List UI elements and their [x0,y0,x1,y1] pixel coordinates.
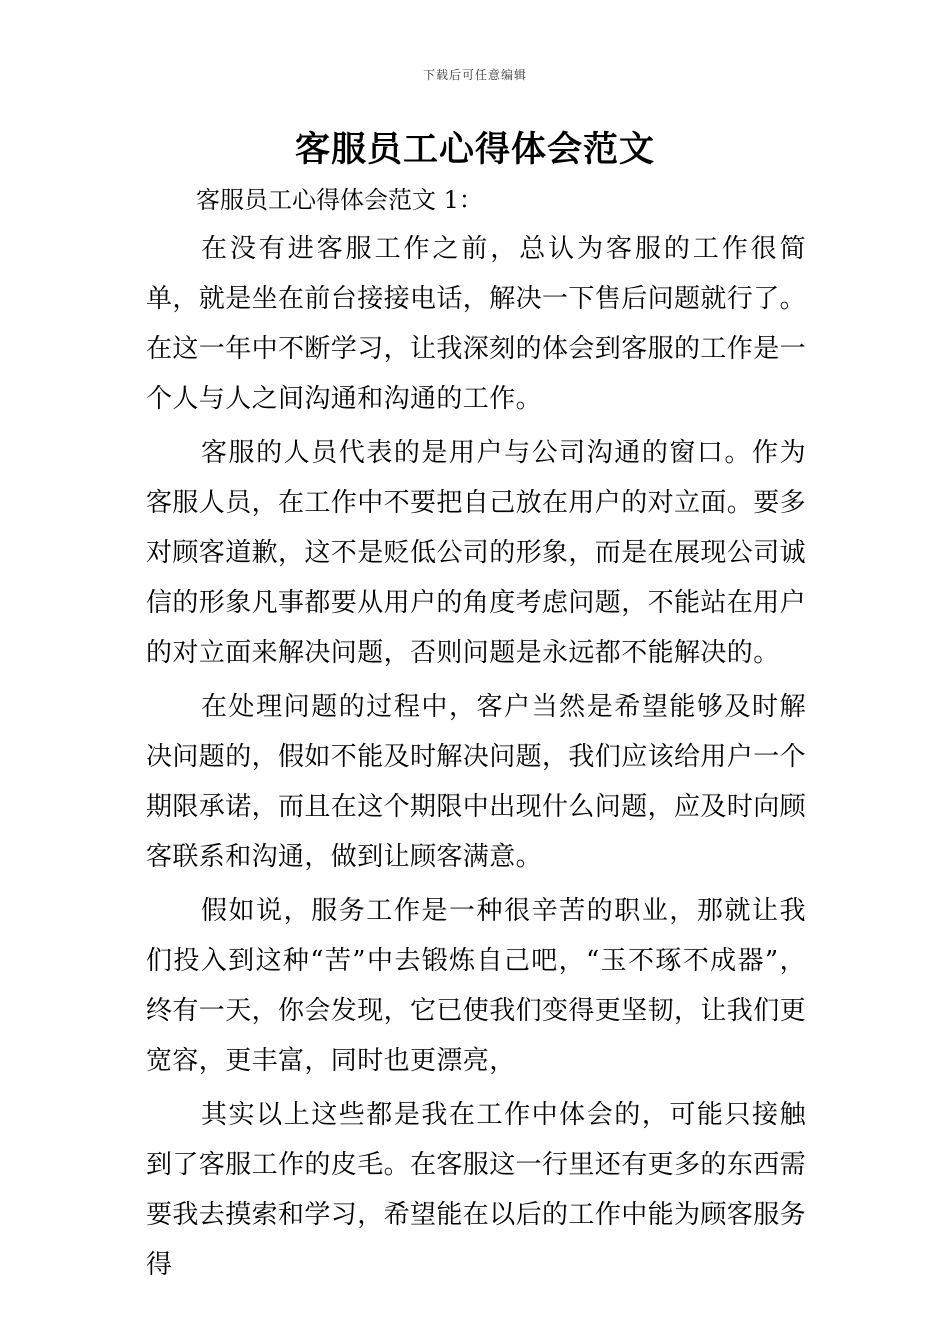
paragraph-4: 假如说，服务工作是一种很辛苦的职业，那就让我们投入到这种“苦”中去锻炼自己吧，“玉不琢不成器”，终有一天，你会发现，它已使我们变得更坚韧，让我们更宽容，更丰富，同时也更漂亮， [146,896,807,1076]
document-title: 客服员工心得体会范文 [294,129,655,170]
paragraph-3: 在处理问题的过程中，客户当然是希望能够及时解决问题的，假如不能及时解决问题，我们应该给用户一个期限承诺，而且在这个期限中出现什么问题，应及时向顾客联系和沟通，做到让顾客满意。 [146,692,807,872]
header-note: 下载后可任意编辑 [422,68,527,82]
paragraph-5: 其实以上这些都是我在工作中体会的，可能只接触到了客服工作的皮毛。在客服这一行里还有更多的东西需要我去摸索和学习，希望能在以后的工作中能为顾客服务得 [146,1100,807,1280]
document-body [146,180,806,1290]
paragraph-2: 客服的人员代表的是用户与公司沟通的窗口。作为客服人员，在工作中不要把自己放在用户的对立面。要多对顾客道歉，这不是贬低公司的形象，而是在展现公司诚信的形象凡事都要从用户的角度考虑问题，不能站在用户的对立面来解决问题，否则问题是永远都不能解决的。 [146,438,807,668]
paragraph-1: 在没有进客服工作之前，总认为客服的工作很简单，就是坐在前台接接电话，解决一下售后问题就行了。在这一年中不断学习，让我深刻的体会到客服的工作是一个人与人之间沟通和沟通的工作。 [146,234,807,414]
section-subtitle: 客服员工心得体会范文 1： [196,186,483,214]
